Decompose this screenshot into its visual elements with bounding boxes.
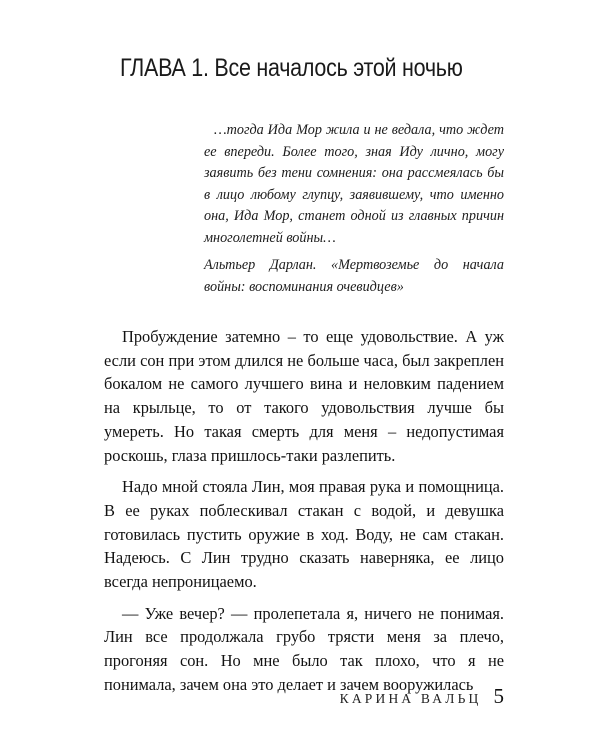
running-footer-author: КАРИНА ВАЛЬЦ bbox=[339, 691, 482, 706]
paragraph: Надо мной стояла Лин, моя правая рука и помощница. В ее руках поблескивал стакан с водой, и девушка готовилась пустить оружие в ход. Воду, не сам стакан. Надеюсь. С Лин трудно сказать наверняка, ее лицо всегда непроницаемо. bbox=[104, 477, 504, 592]
epigraph-quote: …тогда Ида Мор жила и не ведала, что ждет ее впереди. Более того, зная Иду лично, могу заявить без тени сомнения: она рассмеялась бы в лицо любому глупцу, заявившему, что именно она, Ида Мор, станет одной из главных причин многолетней войны… bbox=[204, 122, 504, 246]
page-footer bbox=[340, 684, 504, 709]
chapter-title: ГЛАВА 1. Все началось этой ночью bbox=[120, 54, 463, 82]
paragraph: — Уже вечер? — пролепетала я, ничего не понимая. Лин все продолжала грубо трясти меня за плечо, прогоняя сон. Но мне было так плохо, что я не понимала, зачем она это делает и зачем вооружилась bbox=[104, 603, 504, 694]
epigraph bbox=[204, 120, 504, 298]
epigraph-attribution: Альтьер Дарлан. «Мертвоземье до начала войны: воспоминания очевидцев» bbox=[204, 257, 504, 295]
body-text bbox=[104, 325, 504, 705]
page-number: 5 bbox=[493, 684, 504, 708]
paragraph: Пробуждение затемно – то еще удовольствие. А уж если сон при этом длился не больше часа, был закреплен бокалом не самого лучшего вина и неловким падением на крыльце, то от такого удовольствия лучше бы умереть. Но такая смерть для меня – недопустимая роскошь, глаза пришлось-таки разлепить. bbox=[104, 327, 504, 465]
